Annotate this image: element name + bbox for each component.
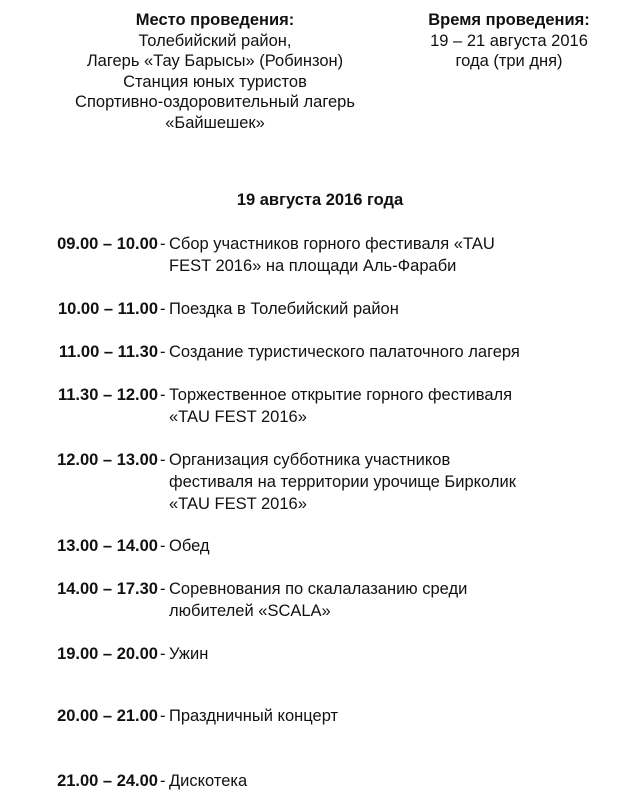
schedule-time: 09.00 – 10.00 [57, 235, 158, 253]
schedule-description [169, 770, 599, 792]
schedule-description [169, 449, 599, 515]
description-line: FEST 2016» на площади Аль-Фараби [169, 257, 457, 275]
schedule-description [169, 643, 599, 665]
schedule-separator: - [160, 386, 166, 404]
venue-line: Спортивно-оздоровительный лагерь [75, 93, 355, 111]
schedule-description [169, 384, 599, 428]
schedule-separator: - [160, 451, 166, 469]
schedule-time: 11.00 – 11.30 [58, 343, 158, 361]
description-line: Ужин [169, 645, 209, 663]
schedule-time: 12.00 – 13.00 [57, 451, 158, 469]
schedule-separator: - [160, 707, 166, 725]
venue-line: Толебийский район, [138, 31, 292, 50]
description-line: любителей «SCALA» [169, 602, 331, 620]
event-header [0, 10, 640, 150]
schedule-time: 21.00 – 24.00 [57, 772, 158, 790]
schedule-separator: - [160, 235, 166, 253]
description-line: Обед [169, 537, 210, 555]
schedule-time: 10.00 – 11.00 [57, 300, 158, 318]
schedule-description [169, 233, 599, 277]
venue-label: Место проведения: [135, 11, 295, 29]
description-line: Соревнования по скалалазанию среди [169, 580, 468, 598]
venue-block [40, 10, 390, 133]
description-line: Организация субботника участников [169, 451, 451, 469]
description-line: Создание туристического палаточного лагеря [169, 343, 520, 361]
schedule-time: 11.30 – 12.00 [57, 386, 158, 404]
schedule-separator: - [160, 300, 166, 318]
schedule-time: 14.00 – 17.30 [57, 580, 158, 598]
schedule-time: 20.00 – 21.00 [57, 707, 158, 725]
description-line: Праздничный концерт [169, 707, 339, 725]
venue-line: Лагерь «Тау Барысы» (Робинзон) [86, 52, 344, 70]
time-block [400, 10, 618, 72]
description-line: Дискотека [169, 772, 248, 790]
schedule-separator: - [160, 343, 166, 361]
schedule-separator: - [160, 580, 166, 598]
time-line: года (три дня) [455, 52, 563, 70]
schedule-time: 19.00 – 20.00 [57, 645, 158, 663]
venue-line: «Байшешек» [165, 113, 265, 132]
description-line: «TAU FEST 2016» [169, 495, 307, 513]
schedule-separator: - [160, 645, 166, 663]
venue-line: Станция юных туристов [123, 72, 307, 91]
description-line: Поездка в Толебийский район [169, 300, 399, 318]
schedule-description [169, 705, 599, 727]
day-title: 19 августа 2016 года [236, 191, 404, 209]
time-line: 19 – 21 августа 2016 [430, 31, 588, 50]
description-line: «TAU FEST 2016» [169, 408, 307, 426]
schedule-separator: - [160, 772, 166, 790]
schedule-description [169, 535, 599, 557]
schedule-description [169, 578, 599, 622]
description-line: фестиваля на территории урочище Бирколик [169, 473, 516, 491]
description-line: Торжественное открытие горного фестиваля [169, 386, 513, 404]
schedule-separator: - [160, 537, 166, 555]
schedule-time: 13.00 – 14.00 [57, 537, 158, 555]
time-label: Время проведения: [428, 11, 590, 29]
schedule-description [169, 298, 599, 320]
schedule-description [169, 341, 599, 363]
description-line: Сбор участников горного фестиваля «TAU [169, 235, 495, 253]
